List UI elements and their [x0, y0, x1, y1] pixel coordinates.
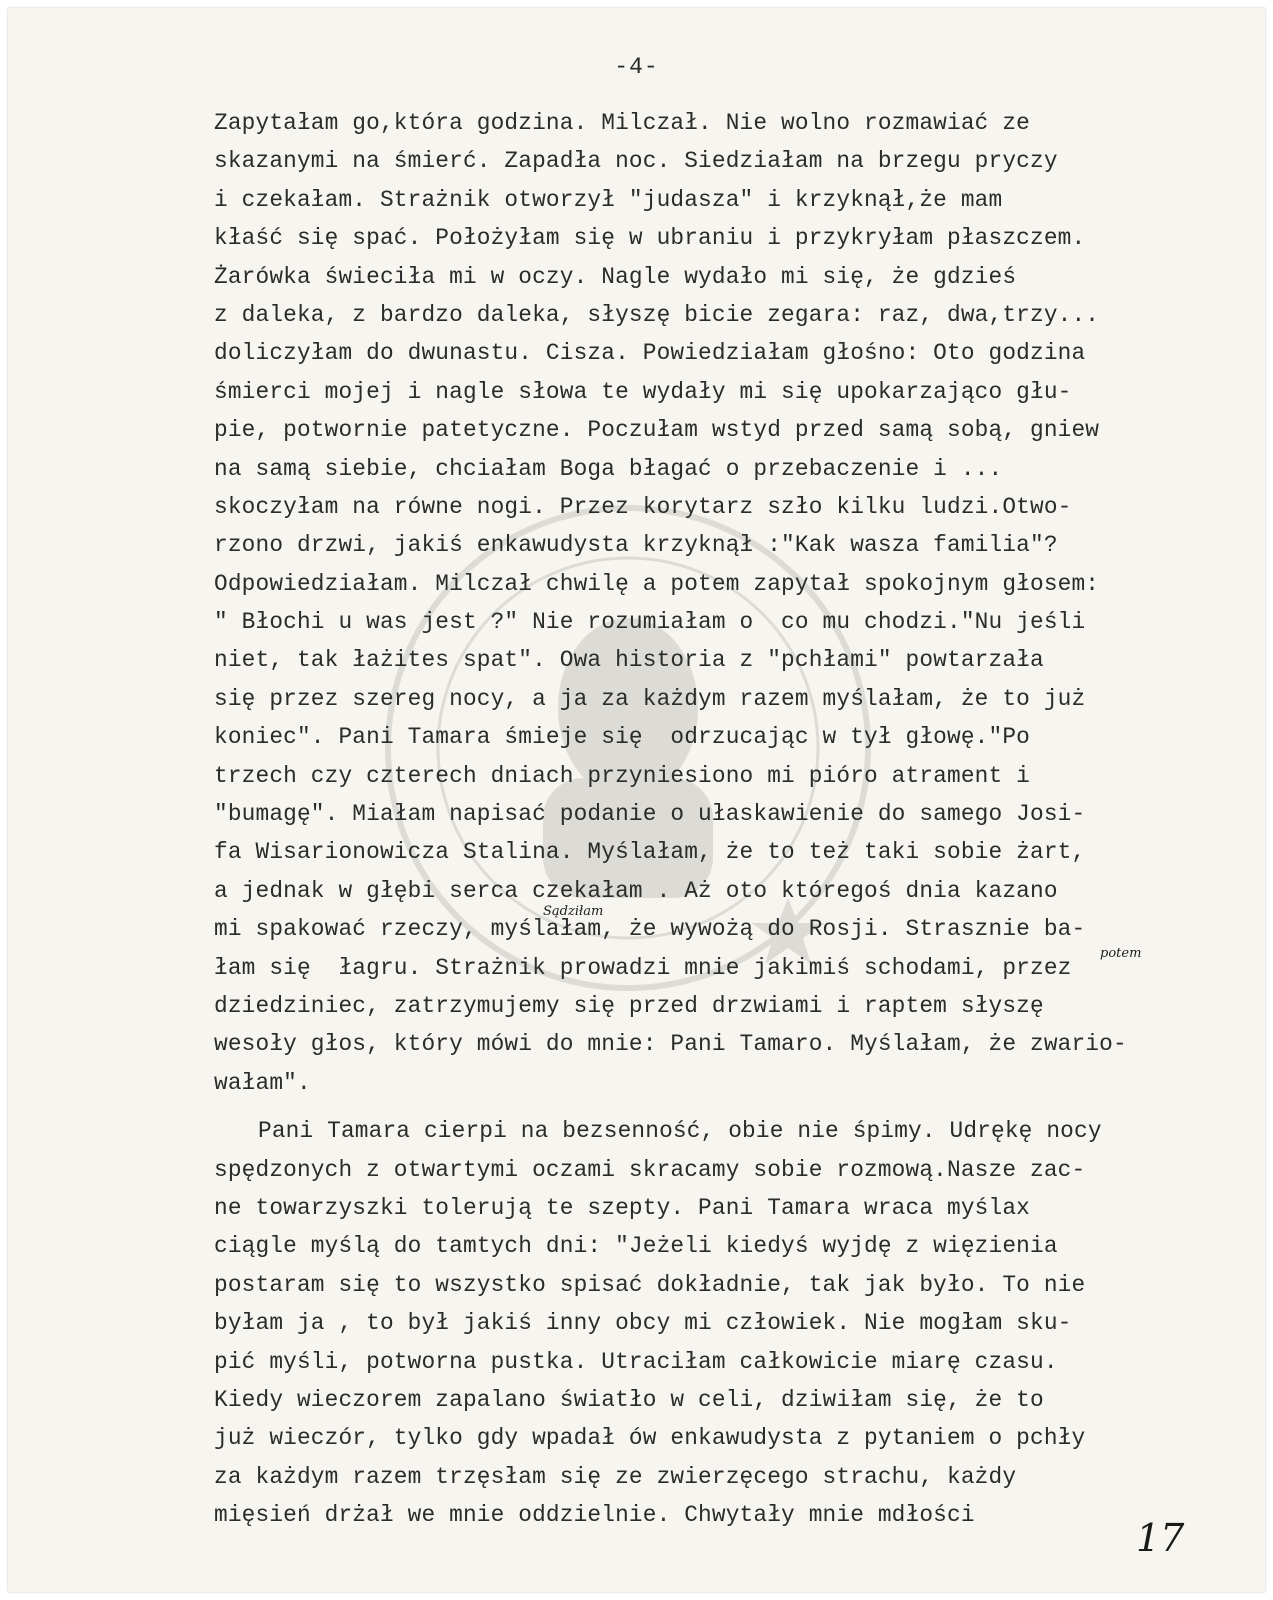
text-line: ne towarzyszki tolerują te szepty. Pani Tamara wraca myślax — [214, 1194, 1030, 1221]
folio-number: 17 — [1136, 1516, 1185, 1560]
text-line: kłaść się spać. Położyłam się w ubraniu i przykryłam płaszczem. — [214, 225, 1086, 252]
text-line: śmierci mojej i nagle słowa te wydały mi się upokarzająco głu- — [214, 378, 1072, 405]
text-line: postaram się to wszystko spisać dokładnie, tak jak było. To nie — [214, 1271, 1086, 1298]
text-line: na samą siebie, chciałam Boga błagać o przebaczenie i ... — [214, 455, 1003, 482]
text-line: doliczyłam do dwunastu. Cisza. Powiedziałam głośno: Oto godzina — [214, 340, 1086, 367]
text-line: skazanymi na śmierć. Zapadła noc. Siedziałam na brzegu pryczy — [214, 148, 1058, 175]
handwritten-correction-potem: potem — [1100, 946, 1142, 961]
text-line: rzono drzwi, jakiś enkawudysta krzyknął :"Kak wasza familia"? — [214, 532, 1058, 559]
text-line: Pani Tamara cierpi na bezsenność, obie nie śpimy. Udrękę nocy — [258, 1118, 1102, 1145]
typescript-body — [214, 104, 1254, 1534]
text-line: ciągle myślą do tamtych dni: "Jeżeli kiedyś wyjdę z więzienia — [214, 1233, 1058, 1260]
text-line: Zapytałam go,która godzina. Milczał. Nie wolno rozmawiać ze — [214, 110, 1030, 136]
text-line: pić myśli, potworna pustka. Utraciłam całkowicie miarę czasu. — [214, 1348, 1058, 1375]
text-line: już wieczór, tylko gdy wpadał ów enkawudysta z pytaniem o pchły — [214, 1425, 1086, 1452]
text-line: koniec". Pani Tamara śmieje się odrzucając w tył głowę."Po — [214, 724, 1030, 751]
text-line: mi spakować rzeczy, myślałam, że wywożą do Rosji. Strasznie ba- — [214, 916, 1086, 943]
handwritten-correction-sadzilam: Sądziłam — [543, 904, 604, 919]
paragraph-1 — [214, 104, 1254, 1102]
text-line: niet, tak łażites spat". Owa historia z "pchłami" powtarzała — [214, 647, 1044, 674]
text-line: wesoły głos, który mówi do mnie: Pani Tamaro. Myślałam, że zwario- — [214, 1031, 1127, 1058]
text-line: pie, potwornie patetyczne. Poczułam wstyd przed samą sobą, gniew — [214, 417, 1100, 444]
text-line: trzech czy czterech dniach przyniesiono mi pióro atrament i — [214, 762, 1030, 789]
text-line: mięsień drżał we mnie oddzielnie. Chwytały mnie mdłości — [214, 1502, 975, 1529]
text-line: się przez szereg nocy, a ja za każdym razem myślałam, że to już — [214, 685, 1086, 712]
text-line: a jednak w głębi serca czekałam . Aż oto któregoś dnia kazano — [214, 877, 1058, 904]
text-line: z daleka, z bardzo daleka, słyszę bicie zegara: raz, dwa,trzy... — [214, 301, 1100, 328]
text-line: Kiedy wieczorem zapalano światło w celi, dziwiłam się, że to — [214, 1386, 1044, 1413]
text-line: "bumagę". Miałam napisać podanie o ułaskawienie do samego Josi- — [214, 801, 1086, 828]
text-line: dziedziniec, zatrzymujemy się przed drzwiami i raptem słyszę — [214, 992, 1044, 1019]
paragraph-2 — [214, 1112, 1254, 1534]
document-page — [8, 8, 1265, 1592]
text-line: " Błochi u was jest ?" Nie rozumiałam o co mu chodzi."Nu jeśli — [214, 609, 1086, 636]
text-line: fa Wisarionowicza Stalina. Myślałam, że to też taki sobie żart, — [214, 839, 1086, 866]
text-line: wałam". — [214, 1069, 311, 1096]
text-line: za każdym razem trzęsłam się ze zwierzęcego strachu, każdy — [214, 1463, 1017, 1490]
text-line: Odpowiedziałam. Milczał chwilę a potem zapytał spokojnym głosem: — [214, 570, 1100, 597]
page-number: -4- — [614, 54, 659, 80]
text-line: łam się łagru. Strażnik prowadzi mnie jakimiś schodami, przez — [214, 954, 1072, 981]
text-line: byłam ja , to był jakiś inny obcy mi człowiek. Nie mogłam sku- — [214, 1310, 1072, 1337]
paragraph-gap — [214, 1102, 1254, 1112]
text-line: spędzonych z otwartymi oczami skracamy sobie rozmową.Nasze zac- — [214, 1156, 1086, 1183]
text-line: i czekałam. Strażnik otworzył "judasza" i krzyknął,że mam — [214, 186, 1003, 213]
text-line: Żarówka świeciła mi w oczy. Nagle wydało mi się, że gdzieś — [214, 263, 1017, 290]
text-line: skoczyłam na równe nogi. Przez korytarz szło kilku ludzi.Otwo- — [214, 493, 1072, 520]
